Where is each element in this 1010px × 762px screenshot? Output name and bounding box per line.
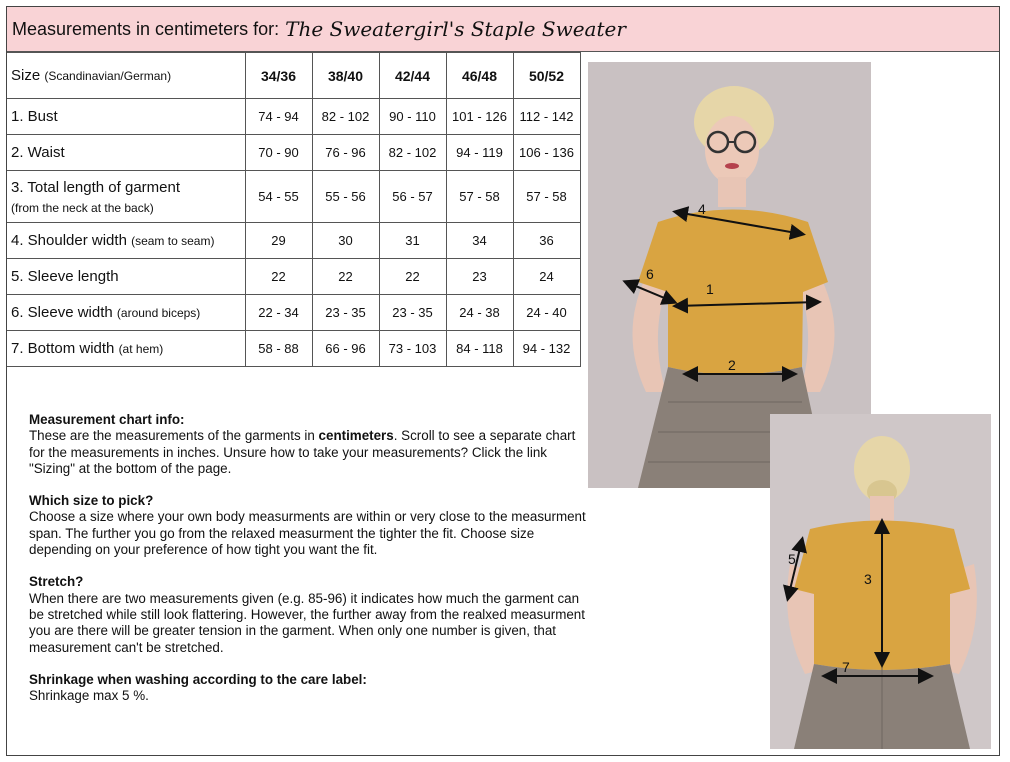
table-cell: 36 bbox=[513, 223, 580, 259]
chart-info-pre: These are the measurements of the garments in bbox=[29, 428, 319, 444]
table-row bbox=[7, 99, 580, 135]
size-col-header: 46/48 bbox=[446, 53, 513, 99]
size-chart-page bbox=[6, 6, 1000, 756]
front-number: 1 bbox=[706, 281, 714, 297]
table-cell: 82 - 102 bbox=[312, 99, 379, 135]
table-cell: 57 - 58 bbox=[513, 171, 580, 223]
table-cell: 24 - 38 bbox=[446, 295, 513, 331]
row-label-sub: (at hem) bbox=[118, 342, 164, 356]
table-cell: 22 - 34 bbox=[245, 295, 312, 331]
table-cell: 94 - 132 bbox=[513, 331, 580, 367]
table-cell: 58 - 88 bbox=[245, 331, 312, 367]
row-label-text: 6. Sleeve width bbox=[11, 304, 113, 321]
table-row bbox=[7, 223, 580, 259]
table-cell: 66 - 96 bbox=[312, 331, 379, 367]
table-row bbox=[7, 331, 580, 367]
size-pick-title: Which size to pick? bbox=[29, 493, 154, 509]
table-cell: 70 - 90 bbox=[245, 135, 312, 171]
size-header-cell bbox=[7, 53, 245, 99]
row-label-text: 3. Total length of garment bbox=[11, 178, 180, 196]
table-cell: 54 - 55 bbox=[245, 171, 312, 223]
table-cell: 23 - 35 bbox=[312, 295, 379, 331]
table-cell: 112 - 142 bbox=[513, 99, 580, 135]
row-label bbox=[7, 99, 245, 135]
table-cell: 56 - 57 bbox=[379, 171, 446, 223]
table-cell: 29 bbox=[245, 223, 312, 259]
table-header-row bbox=[7, 53, 580, 99]
table-cell: 31 bbox=[379, 223, 446, 259]
table-cell: 23 - 35 bbox=[379, 295, 446, 331]
table-cell: 106 - 136 bbox=[513, 135, 580, 171]
row-label-text: 7. Bottom width bbox=[11, 340, 115, 357]
row-label-text: 1. Bust bbox=[11, 108, 58, 125]
table-row bbox=[7, 135, 580, 171]
size-col-header: 34/36 bbox=[245, 53, 312, 99]
front-number: 2 bbox=[728, 357, 736, 373]
table-cell: 34 bbox=[446, 223, 513, 259]
size-label: Size bbox=[11, 67, 41, 84]
chart-header bbox=[7, 7, 999, 52]
table-cell: 73 - 103 bbox=[379, 331, 446, 367]
back-number: 7 bbox=[842, 659, 850, 675]
back-number: 3 bbox=[864, 571, 872, 587]
row-label bbox=[7, 259, 245, 295]
product-name: The Sweatergirl's Staple Sweater bbox=[285, 17, 626, 41]
row-label bbox=[7, 331, 245, 367]
chart-info-text bbox=[29, 428, 589, 477]
size-sub-label: (Scandinavian/German) bbox=[44, 69, 172, 83]
table-cell: 23 bbox=[446, 259, 513, 295]
table-cell: 22 bbox=[312, 259, 379, 295]
measurement-table bbox=[7, 52, 581, 367]
row-label-text: 4. Shoulder width bbox=[11, 232, 127, 249]
row-label bbox=[7, 223, 245, 259]
table-cell: 24 - 40 bbox=[513, 295, 580, 331]
table-cell: 74 - 94 bbox=[245, 99, 312, 135]
row-label-text: 2. Waist bbox=[11, 144, 65, 161]
stretch-text: When there are two measurements given (e.g. 85-96) it indicates how much the garment can be stretched while still look flattering. However, the further away from the realxed measurment you are there will be greater tension in the garment. When only one number is given, that measurement can't be stretched. bbox=[29, 590, 585, 655]
size-col-header: 38/40 bbox=[312, 53, 379, 99]
table-cell: 55 - 56 bbox=[312, 171, 379, 223]
front-number: 6 bbox=[646, 266, 654, 282]
table-cell: 90 - 110 bbox=[379, 99, 446, 135]
table-cell: 24 bbox=[513, 259, 580, 295]
front-number: 4 bbox=[698, 201, 706, 217]
back-photo bbox=[770, 414, 991, 749]
shrinkage-text: Shrinkage max 5 %. bbox=[29, 688, 149, 704]
back-photo-illustration bbox=[770, 414, 991, 749]
chart-info-title: Measurement chart info: bbox=[29, 412, 185, 427]
table-cell: 84 - 118 bbox=[446, 331, 513, 367]
table-row bbox=[7, 259, 580, 295]
row-label-sub: (seam to seam) bbox=[131, 234, 215, 248]
table-cell: 94 - 119 bbox=[446, 135, 513, 171]
table-row bbox=[7, 295, 580, 331]
header-prefix: Measurements in centimeters for: bbox=[12, 18, 280, 39]
size-pick-text: Choose a size where your own body measurments are within or very close to the measurment span. The further you go from the relaxed measurment the tighter the fit. Choose size depending on your preference of how tight you want the fit. bbox=[29, 509, 586, 558]
shrinkage-title: Shrinkage when washing according to the care label: bbox=[29, 671, 367, 687]
row-label bbox=[7, 135, 245, 171]
back-number: 5 bbox=[788, 551, 796, 567]
table-cell: 76 - 96 bbox=[312, 135, 379, 171]
row-label-sub: (from the neck at the back) bbox=[11, 200, 154, 215]
chart-info-bold: centimeters bbox=[318, 428, 394, 444]
table-row bbox=[7, 171, 580, 223]
row-label bbox=[7, 295, 245, 331]
table-cell: 101 - 126 bbox=[446, 99, 513, 135]
row-label-text: 5. Sleeve length bbox=[11, 268, 119, 285]
size-col-header: 50/52 bbox=[513, 53, 580, 99]
table-cell: 22 bbox=[245, 259, 312, 295]
table-cell: 57 - 58 bbox=[446, 171, 513, 223]
info-section bbox=[29, 412, 589, 720]
table-cell: 82 - 102 bbox=[379, 135, 446, 171]
table-cell: 30 bbox=[312, 223, 379, 259]
size-col-header: 42/44 bbox=[379, 53, 446, 99]
chart-info-post: . Scroll to see a separate chart for the measurements in inches. Unsure how to take your measurements? Click the link "Sizing" at the bottom of the page. bbox=[29, 428, 576, 476]
row-label-sub: (around biceps) bbox=[116, 306, 201, 320]
table-cell: 22 bbox=[379, 259, 446, 295]
row-label bbox=[7, 171, 245, 223]
stretch-title: Stretch? bbox=[29, 574, 84, 590]
